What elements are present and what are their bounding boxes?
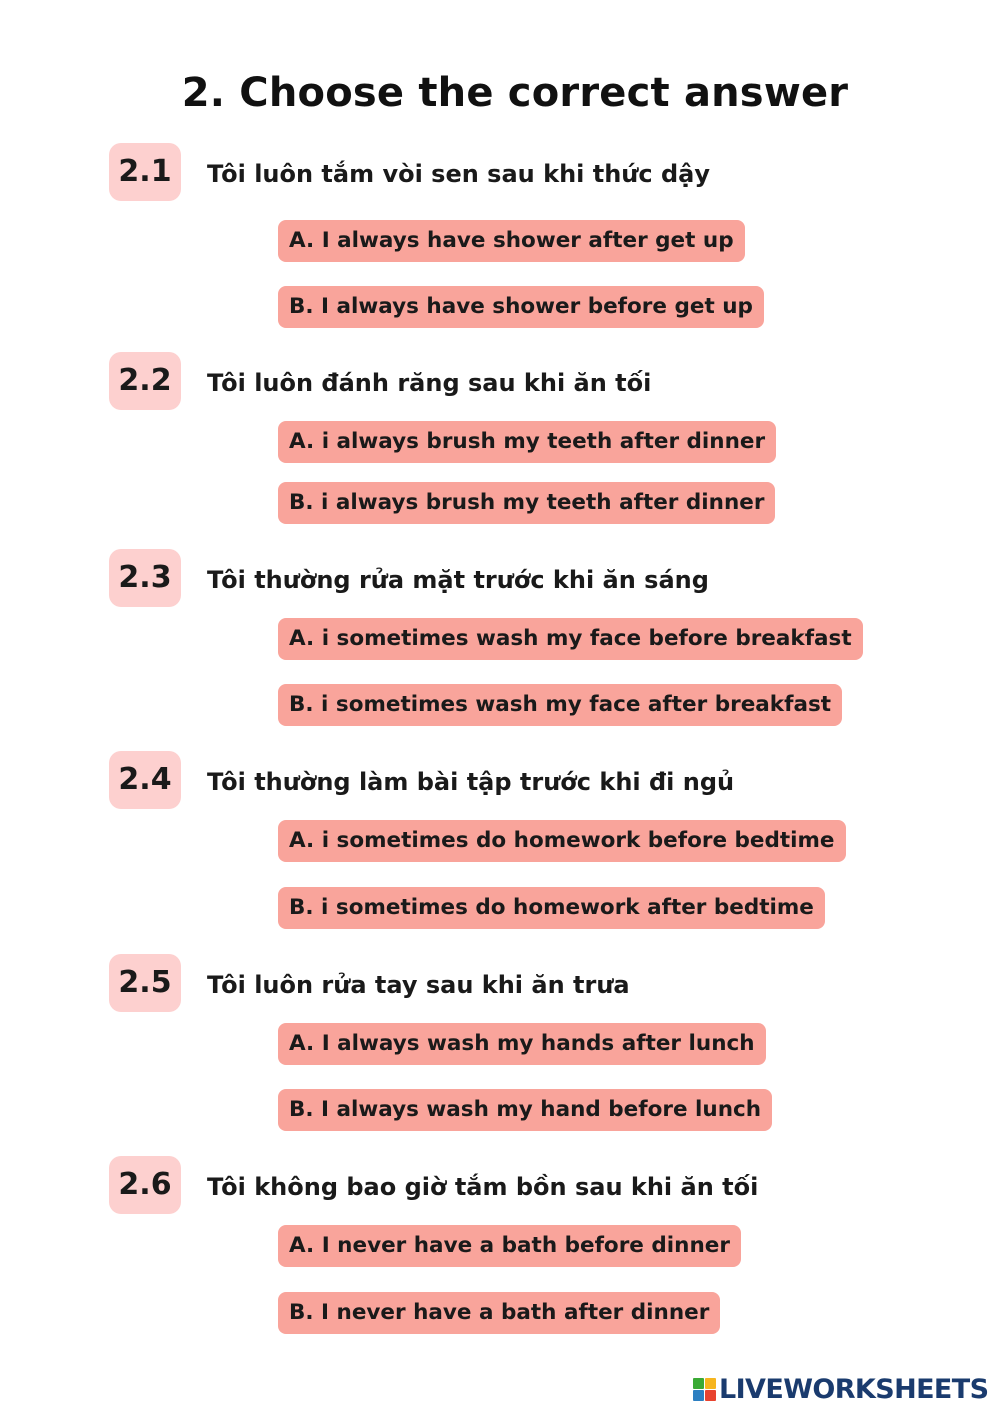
question-number-badge: 2.1 <box>109 143 181 201</box>
answer-option-a[interactable]: A. I never have a bath before dinner <box>278 1225 741 1267</box>
answer-option-a[interactable]: A. I always have shower after get up <box>278 220 745 262</box>
question-text: Tôi không bao giờ tắm bồn sau khi ăn tối <box>207 1173 759 1201</box>
answer-option-a[interactable]: A. i sometimes do homework before bedtime <box>278 820 846 862</box>
question-text: Tôi luôn tắm vòi sen sau khi thức dậy <box>207 160 710 188</box>
liveworksheets-logo[interactable] <box>693 1374 988 1404</box>
question-text: Tôi thường rửa mặt trước khi ăn sáng <box>207 566 709 594</box>
answer-option-a[interactable]: A. i always brush my teeth after dinner <box>278 421 776 463</box>
question-number-badge: 2.2 <box>109 352 181 410</box>
answer-option-a[interactable]: A. I always wash my hands after lunch <box>278 1023 766 1065</box>
answer-option-a[interactable]: A. i sometimes wash my face before breakfast <box>278 618 863 660</box>
answer-option-b[interactable]: B. i sometimes do homework after bedtime <box>278 887 825 929</box>
question-number-badge: 2.3 <box>109 549 181 607</box>
question-number-badge: 2.6 <box>109 1156 181 1214</box>
answer-option-b[interactable]: B. I always wash my hand before lunch <box>278 1089 772 1131</box>
answer-option-b[interactable]: B. i always brush my teeth after dinner <box>278 482 775 524</box>
answer-option-b[interactable]: B. i sometimes wash my face after breakfast <box>278 684 842 726</box>
page-title: 2. Choose the correct answer <box>181 70 849 116</box>
question-text: Tôi thường làm bài tập trước khi đi ngủ <box>207 768 735 796</box>
question-number-badge: 2.5 <box>109 954 181 1012</box>
logo-text: LIVEWORKSHEETS <box>719 1373 989 1405</box>
question-text: Tôi luôn rửa tay sau khi ăn trưa <box>207 971 630 999</box>
answer-option-b[interactable]: B. I always have shower before get up <box>278 286 764 328</box>
question-number-badge: 2.4 <box>109 751 181 809</box>
liveworksheets-logo-icon <box>693 1378 716 1401</box>
question-text: Tôi luôn đánh răng sau khi ăn tối <box>207 369 652 397</box>
answer-option-b[interactable]: B. I never have a bath after dinner <box>278 1292 720 1334</box>
